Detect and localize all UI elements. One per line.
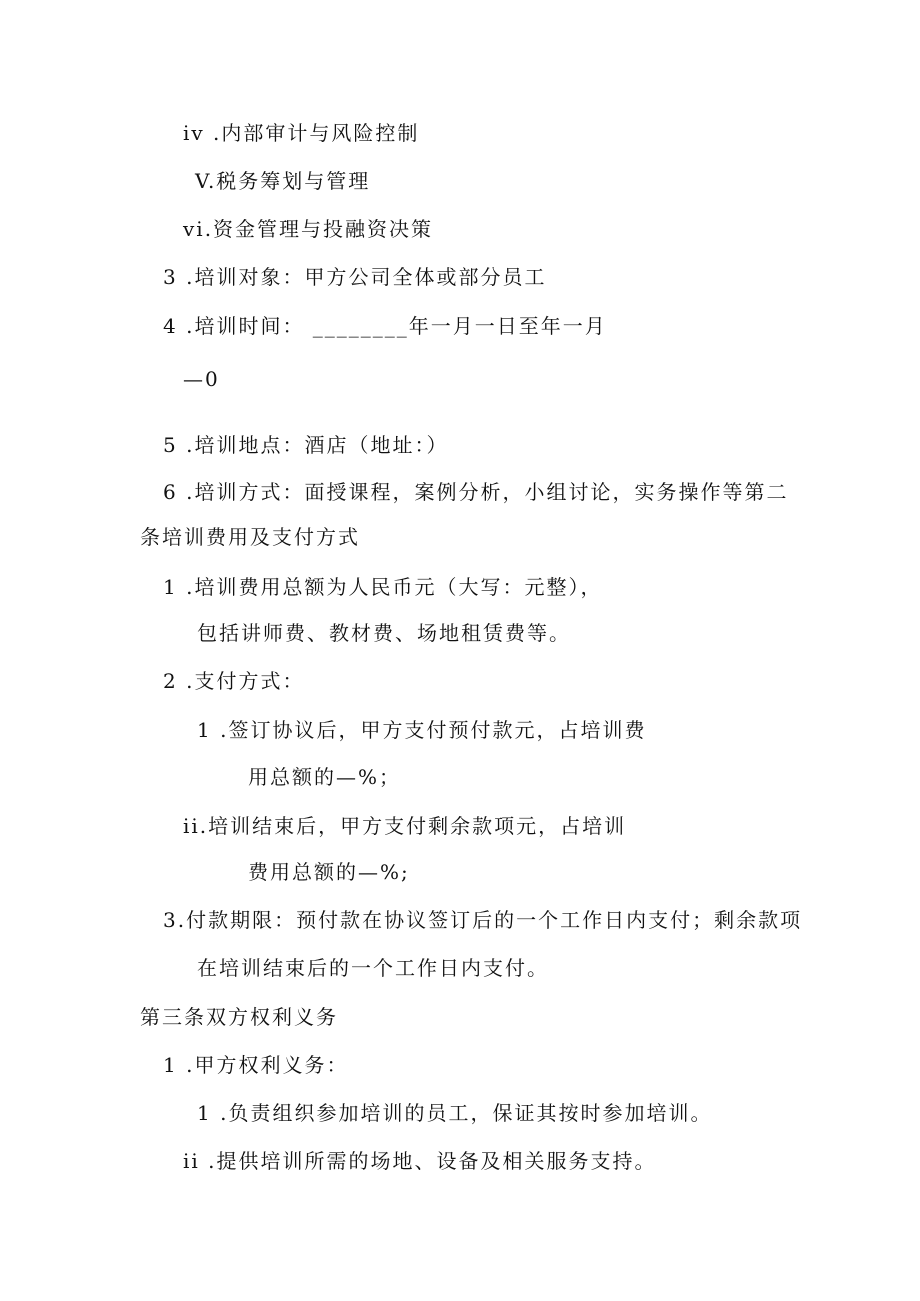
fee-item-2-payment-method: 2 .支付方式： xyxy=(163,669,305,693)
item-3-training-target: 3 .培训对象：甲方公司全体或部分员工 xyxy=(163,265,547,289)
payment-sub-1-continuation: 用总额的—%； xyxy=(248,765,402,789)
party-a-duty-ii: ii .提供培训所需的场地、设备及相关服务支持。 xyxy=(183,1149,657,1173)
party-a-rights-heading: 1 .甲方权利义务： xyxy=(163,1053,349,1077)
party-a-duty-1: 1 .负责组织参加培训的员工，保证其按时参加培训。 xyxy=(197,1101,713,1125)
item-4-training-time: 4 .培训时间： ________年一月一日至年一月 xyxy=(163,314,607,338)
article-2-heading: 条培训费用及支付方式 xyxy=(140,525,360,549)
item-4-time-continuation: —0 xyxy=(183,367,220,391)
payment-sub-1-advance: 1 .签订协议后，甲方支付预付款元，占培训费 xyxy=(197,718,647,742)
item-vi-fund-management: vi.资金管理与投融资决策 xyxy=(183,217,434,241)
fee-item-3-continuation: 在培训结束后的一个工作日内支付。 xyxy=(197,956,549,980)
payment-sub-ii-continuation: 费用总额的—%; xyxy=(248,860,410,884)
item-5-training-location: 5 .培训地点：酒店（地址：） xyxy=(163,433,449,457)
item-v-tax-planning: V.税务筹划与管理 xyxy=(195,169,371,193)
item-6-training-method: 6 .培训方式：面授课程，案例分析，小组讨论，实务操作等第二 xyxy=(163,480,789,504)
fee-item-1-continuation: 包括讲师费、教材费、场地租赁费等。 xyxy=(197,621,571,645)
payment-sub-ii-balance: ii.培训结束后，甲方支付剩余款项元，占培训 xyxy=(183,814,627,838)
fee-item-1-total: 1 .培训费用总额为人民币元（大写：元整）， xyxy=(163,575,603,599)
item-iv-internal-audit: iv .内部审计与风险控制 xyxy=(183,121,420,145)
fee-item-3-payment-deadline: 3.付款期限：预付款在协议签订后的一个工作日内支付；剩余款项 xyxy=(163,908,803,932)
article-3-heading: 第三条双方权利义务 xyxy=(140,1005,338,1029)
